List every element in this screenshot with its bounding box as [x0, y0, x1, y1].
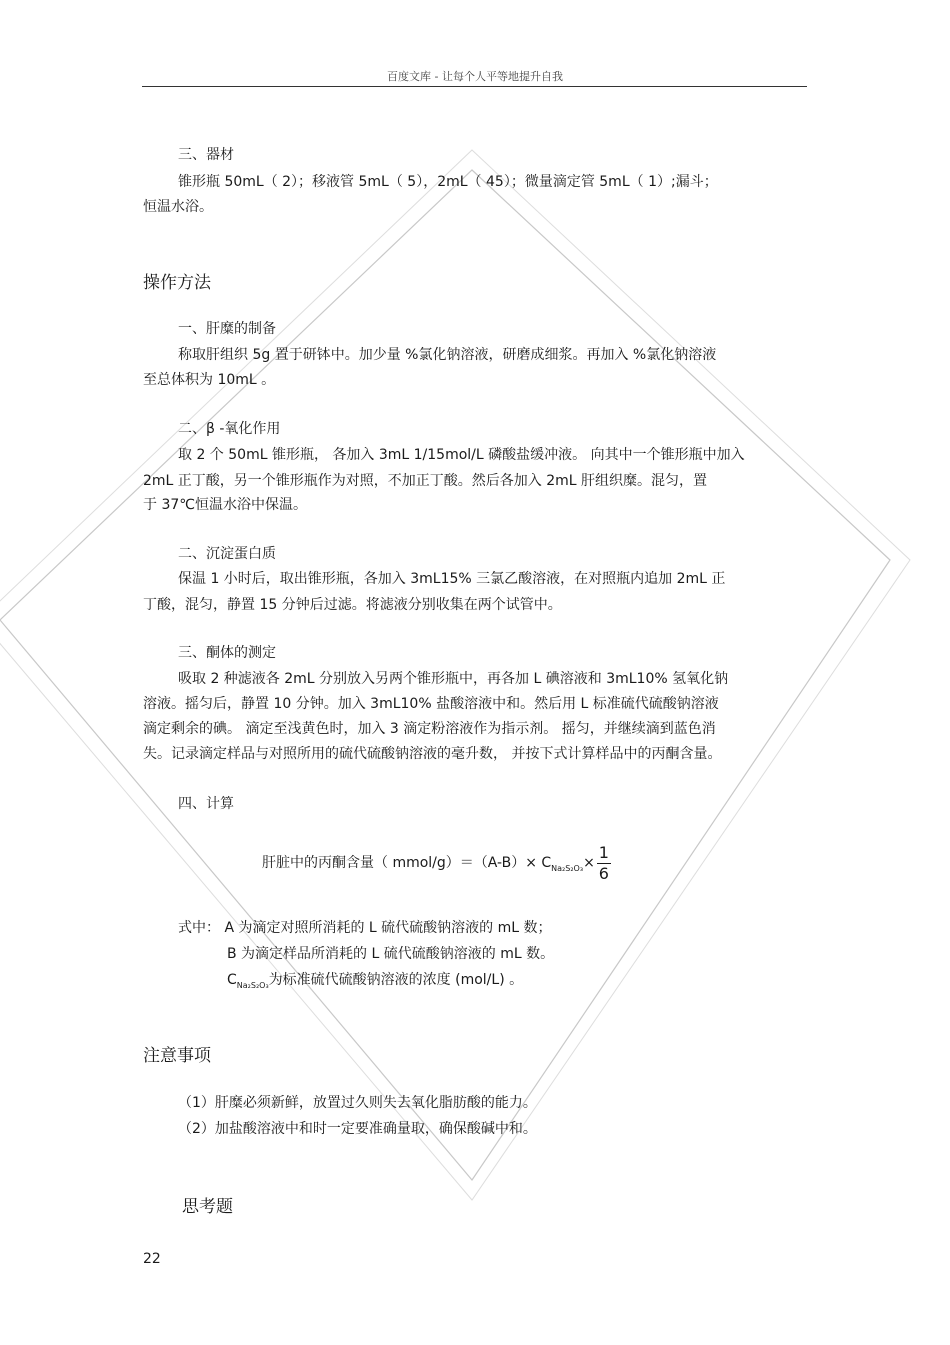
section4-line-1: 吸取 2 种滤液各 2mL 分别放入另两个锥形瓶中，再各加 L 碘溶液和 3mL10% 氢氧化钠: [178, 671, 729, 687]
method-heading: 操作方法: [143, 273, 211, 293]
section1-line-2: 至总体积为 10mL 。: [143, 372, 276, 388]
equipment-line-2: 恒温水浴。: [143, 199, 213, 215]
section2-line-2: 2mL 正丁酸，另一个锥形瓶作为对照，不加正丁酸。然后各加入 2mL 肝组织糜。混匀，置: [143, 473, 708, 489]
where-rest: 为标准硫代硫酸钠溶液的浓度 (mol/L) 。: [268, 972, 524, 988]
formula-times: ×: [583, 855, 595, 871]
page-header: 百度文库 - 让每个人平等地提升自我: [387, 70, 563, 83]
formula-left: 肝脏中的丙酮含量（ mmol/g）＝（A-B）× C: [262, 855, 552, 871]
section1-line-1: 称取肝组织 5g 置于研钵中。加少量 %氯化钠溶液，研磨成细浆。再加入 %氯化钠溶液: [178, 347, 717, 363]
section4-line-2: 溶液。摇匀后，静置 10 分钟。加入 3mL10% 盐酸溶液中和。然后用 L 标准硫代硫酸钠溶液: [143, 696, 719, 712]
where-line-1: 式中： A 为滴定对照所消耗的 L 硫代硫酸钠溶液的 mL 数；: [178, 920, 552, 936]
section4-heading: 三、酮体的测定: [178, 645, 276, 661]
note-item-1: （1）肝糜必须新鲜，放置过久则失去氧化脂肪酸的能力。: [178, 1095, 537, 1111]
where-c: C: [227, 972, 237, 988]
section3-line-1: 保温 1 小时后，取出锥形瓶，各加入 3mL15% 三氯乙酸溶液，在对照瓶内追加 2mL 正: [178, 571, 726, 587]
notes-heading: 注意事项: [143, 1046, 211, 1066]
page-number: 22: [143, 1251, 161, 1267]
equipment-heading: 三、器材: [178, 147, 234, 163]
section2-line-3: 于 37℃恒温水浴中保温。: [143, 497, 307, 513]
section3-line-2: 丁酸，混匀，静置 15 分钟后过滤。将滤液分别收集在两个试管中。: [143, 597, 562, 613]
equipment-line-1: 锥形瓶 50mL（ 2）；移液管 5mL（ 5），2mL（ 45）；微量滴定管 5mL（ 1）;漏斗；: [178, 174, 718, 190]
questions-heading: 思考题: [182, 1197, 233, 1217]
formula-fraction: [597, 843, 611, 884]
section4-line-3: 滴定剩余的碘。 滴定至浅黄色时，加入 3 滴定粉溶液作为指示剂。 摇匀，并继续滴到蓝色消: [143, 721, 716, 737]
section2-heading: 二、β -氧化作用: [178, 421, 281, 437]
where-line-3: [227, 969, 523, 990]
formula-subscript: Na₂S₂O₃: [551, 863, 584, 873]
section1-heading: 一、肝糜的制备: [178, 321, 276, 337]
header-divider: [142, 86, 807, 87]
calculation-formula: [262, 840, 611, 892]
section5-heading: 四、计算: [178, 796, 234, 812]
fraction-denominator: 6: [598, 863, 609, 883]
note-item-2: （2）加盐酸溶液中和时一定要准确量取，确保酸碱中和。: [178, 1121, 537, 1137]
where-line-2: B 为滴定样品所消耗的 L 硫代硫酸钠溶液的 mL 数。: [227, 946, 555, 962]
section2-line-1: 取 2 个 50mL 锥形瓶， 各加入 3mL 1/15mol/L 磷酸盐缓冲液。 向其中一个锥形瓶中加入: [178, 447, 745, 463]
section4-line-4: 失。记录滴定样品与对照所用的硫代硫酸钠溶液的毫升数， 并按下式计算样品中的丙酮含量。: [143, 746, 722, 762]
fraction-numerator: 1: [598, 842, 609, 862]
where-subscript: Na₂S₂O₃: [236, 980, 269, 990]
section3-heading: 二、沉淀蛋白质: [178, 546, 276, 562]
